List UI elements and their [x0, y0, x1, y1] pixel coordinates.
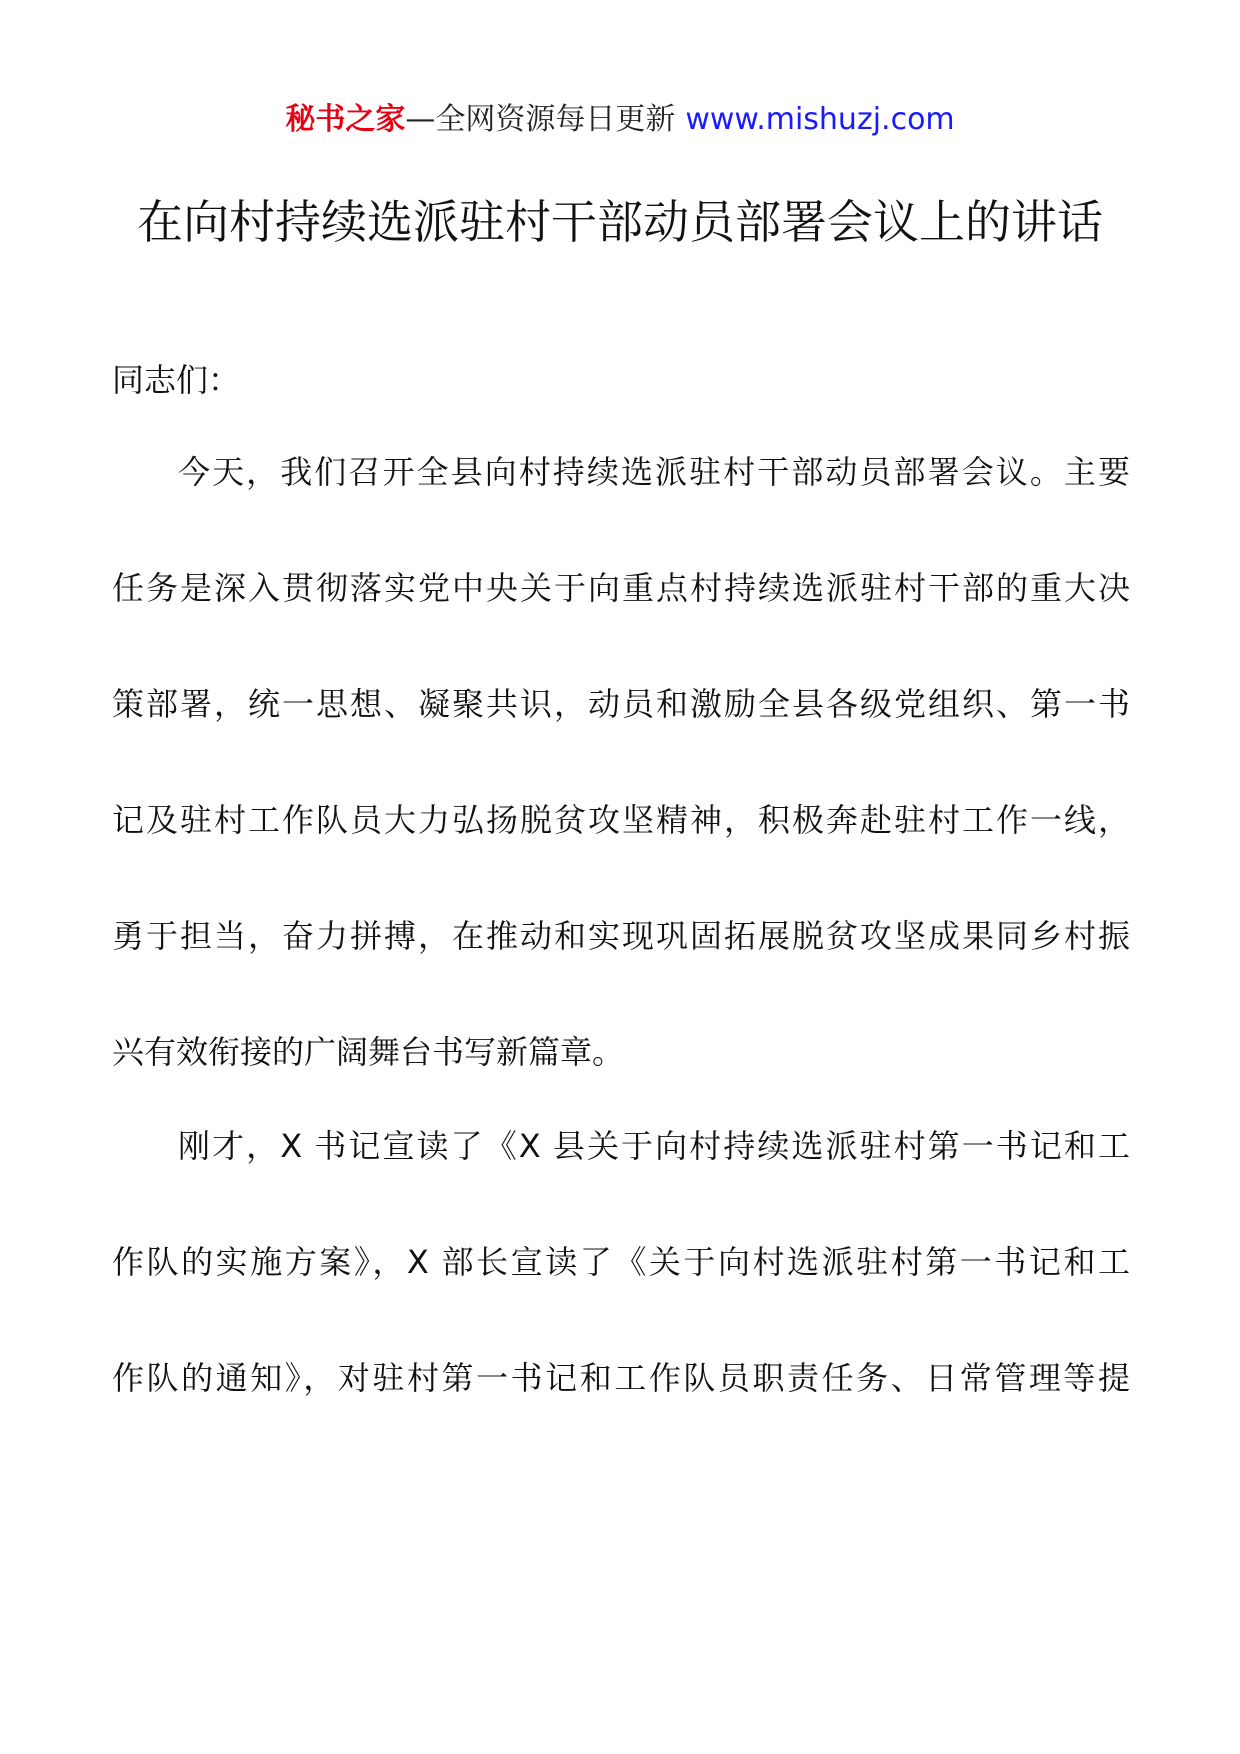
brand-name: 秘书之家 — [285, 102, 406, 137]
header-tagline: 全网资源每日更新 — [435, 102, 676, 137]
document-title: 在向村持续选派驻村干部动员部署会议上的讲话 — [137, 195, 1103, 249]
paragraph-1-line-3: 策部署，统一思想、凝聚共识，动员和激励全县各级党组织、第一书 — [112, 685, 1130, 723]
paragraph-2-line-3: 作队的通知》，对驻村第一书记和工作队员职责任务、日常管理等提 — [112, 1359, 1130, 1397]
site-url-link[interactable]: www.mishuzj.com — [685, 102, 955, 137]
paragraph-1-line-5: 勇于担当，奋力拼搏，在推动和实现巩固拓展脱贫攻坚成果同乡村振 — [112, 917, 1130, 955]
salutation: 同志们： — [112, 361, 241, 399]
header-dash: — — [405, 102, 436, 137]
site-header — [0, 100, 1240, 140]
paragraph-1-line-2: 任务是深入贯彻落实党中央关于向重点村持续选派驻村干部的重大决 — [112, 569, 1130, 607]
paragraph-1-line-1: 今天，我们召开全县向村持续选派驻村干部动员部署会议。主要 — [178, 453, 1130, 491]
paragraph-2-line-1: 刚才，X 书记宣读了《X 县关于向村持续选派驻村第一书记和工 — [178, 1127, 1130, 1165]
paragraph-2-line-2: 作队的实施方案》，X 部长宣读了《关于向村选派驻村第一书记和工 — [112, 1243, 1130, 1281]
paragraph-1-line-6: 兴有效衔接的广阔舞台书写新篇章。 — [112, 1033, 625, 1071]
paragraph-1-line-4: 记及驻村工作队员大力弘扬脱贫攻坚精神，积极奔赴驻村工作一线， — [112, 801, 1130, 839]
